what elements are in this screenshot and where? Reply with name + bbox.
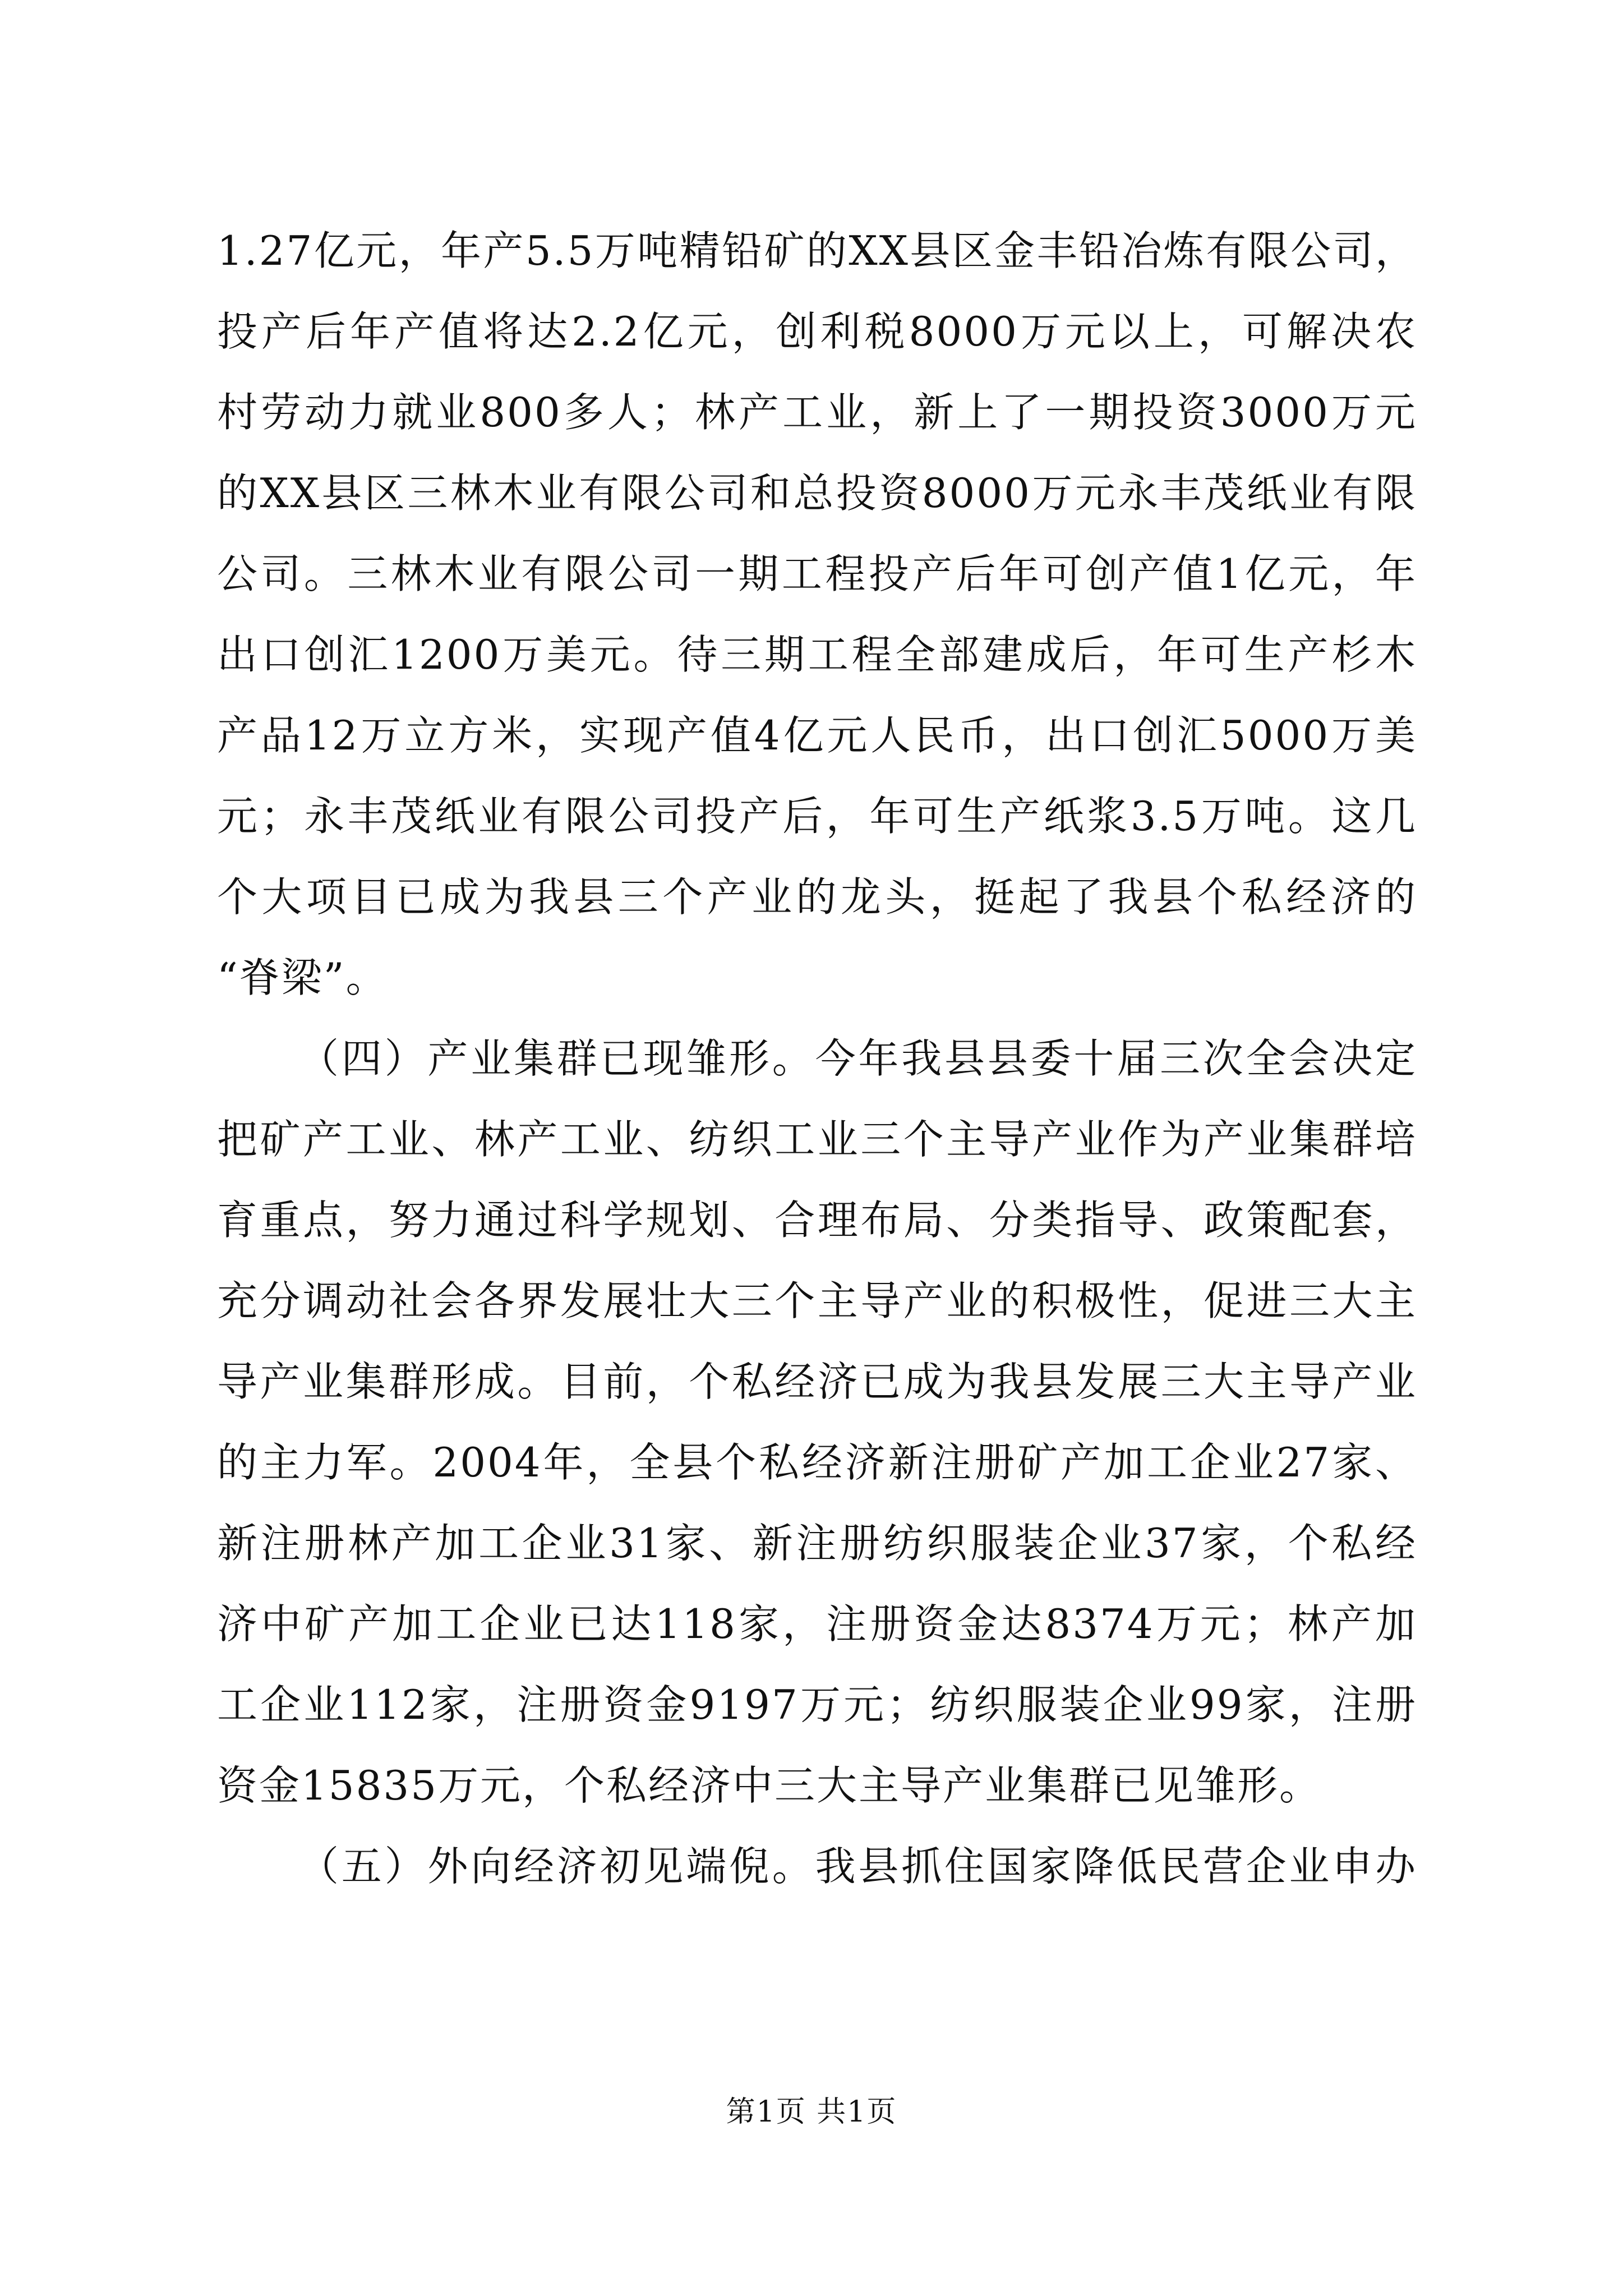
text-line-15: 导产业集群形成。目前，个私经济已成为我县发展三大主导产业 bbox=[217, 1358, 1417, 1405]
page-footer: 第1页 共1页 bbox=[726, 2095, 897, 2129]
text-line-3: 村劳动力就业800多人；林产工业，新上了一期投资3000万元 bbox=[217, 389, 1417, 436]
text-line-6: 出口创汇1200万美元。待三期工程全部建成后，年可生产杉木 bbox=[217, 631, 1417, 678]
text-line-14: 充分调动社会各界发展壮大三个主导产业的积极性，促进三大主 bbox=[217, 1277, 1417, 1324]
text-line-2: 投产后年产值将达2.2亿元，创利税8000万元以上，可解决农 bbox=[217, 308, 1417, 355]
text-line-16: 的主力军。2004年，全县个私经济新注册矿产加工企业27家、 bbox=[217, 1439, 1417, 1486]
text-line-19: 工企业112家，注册资金9197万元；纺织服装企业99家，注册 bbox=[217, 1681, 1417, 1728]
body-text bbox=[217, 210, 1417, 1907]
text-line-17: 新注册林产加工企业31家、新注册纺织服装企业37家，个私经 bbox=[217, 1520, 1417, 1567]
text-line-20: 资金15835万元，个私经济中三大主导产业集群已见雏形。 bbox=[217, 1762, 1322, 1809]
text-line-18: 济中矿产加工企业已达118家，注册资金达8374万元；林产加 bbox=[217, 1600, 1417, 1648]
section-heading-4: （四）产业集群已现雏形。今年我县县委十届三次全会决定 bbox=[298, 1035, 1417, 1082]
text-line-13: 育重点，努力通过科学规划、合理布局、分类指导、政策配套， bbox=[217, 1197, 1417, 1244]
text-line-5: 公司。三林木业有限公司一期工程投产后年可创产值1亿元，年 bbox=[217, 550, 1417, 597]
text-line-10: “脊梁”。 bbox=[217, 954, 388, 1001]
text-line-7: 产品12万立方米，实现产值4亿元人民币，出口创汇5000万美 bbox=[217, 712, 1417, 759]
text-line-12: 把矿产工业、林产工业、纺织工业三个主导产业作为产业集群培 bbox=[217, 1116, 1417, 1163]
text-line-8: 元；永丰茂纸业有限公司投产后，年可生产纸浆3.5万吨。这几 bbox=[217, 793, 1417, 840]
text-line-9: 个大项目已成为我县三个产业的龙头，挺起了我县个私经济的 bbox=[217, 873, 1417, 921]
text-line-4: 的XX县区三林木业有限公司和总投资8000万元永丰茂纸业有限 bbox=[217, 470, 1417, 517]
text-line-1: 1.27亿元，年产5.5万吨精铅矿的XX县区金丰铅冶炼有限公司， bbox=[217, 227, 1417, 274]
section-heading-5: （五）外向经济初见端倪。我县抓住国家降低民营企业申办 bbox=[298, 1843, 1417, 1890]
